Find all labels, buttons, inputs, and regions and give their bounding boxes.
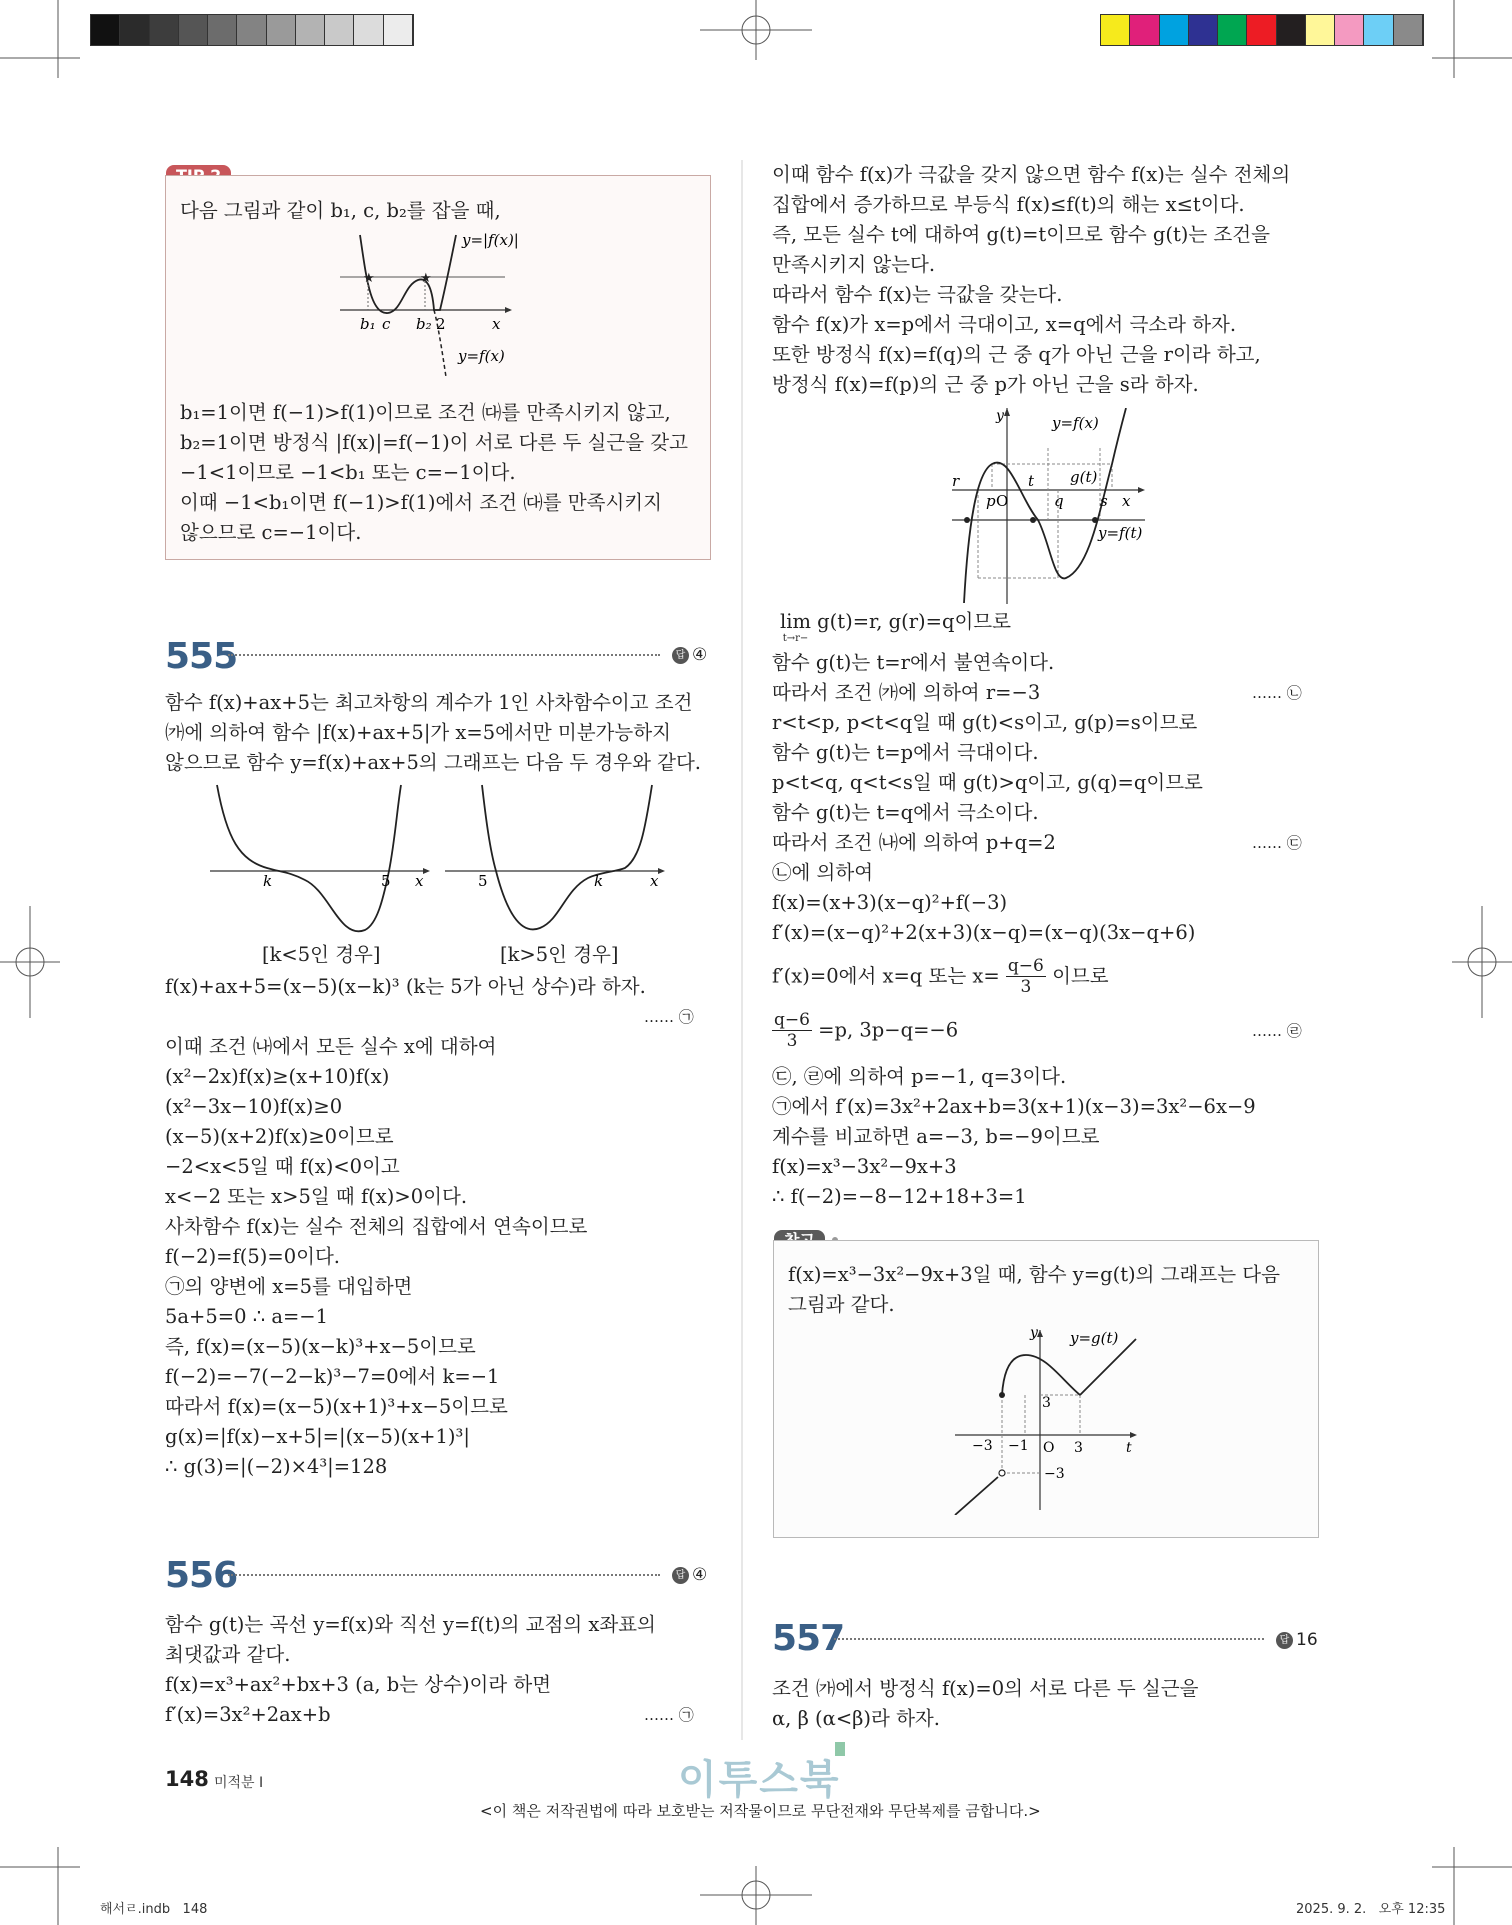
text-line: f(x)=x³−3x²−9x+3일 때, 함수 y=g(t)의 그래프는 다음	[788, 1263, 1280, 1286]
answer-556: 답 ④	[672, 1565, 707, 1585]
ng-t: t	[1126, 1440, 1132, 1456]
text-line: 이때 조건 ㈏에서 모든 실수 x에 대하여	[165, 1035, 497, 1058]
text-line: ∴ f(−2)=−8−12+18+3=1	[772, 1185, 1027, 1208]
tip-graph-label-x: x	[492, 315, 501, 333]
rg-r: r	[952, 472, 960, 490]
text-line: ㉢, ㉣에 의하여 p=−1, q=3이다.	[772, 1065, 1067, 1088]
text-line: 즉, 모든 실수 t에 대하여 g(t)=t이므로 함수 g(t)는 조건을	[772, 223, 1270, 246]
tip-line: b₁=1이면 f(−1)>f(1)이므로 조건 ㈐를 만족시키지 않고,	[180, 401, 671, 424]
svg-text:★: ★	[363, 271, 375, 286]
text-line: 만족시키지 않는다.	[772, 253, 936, 276]
frac-denominator: 3	[1020, 977, 1032, 997]
mark-rieul: …… ㉣	[1252, 1022, 1302, 1040]
graph2-x: x	[650, 872, 659, 890]
text-line: ㈎에 의하여 함수 |f(x)+ax+5|가 x=5에서만 미분가능하지	[165, 721, 671, 744]
text-line: ∴ g(3)=|(−2)×4³|=128	[165, 1455, 388, 1478]
text-line: ㉠에서 f′(x)=3x²+2ax+b=3(x+1)(x−3)=3x²−6x−9	[772, 1095, 1256, 1118]
tip-line: 이때 −1<b₁이면 f(−1)>f(1)에서 조건 ㈐를 만족시키지	[180, 491, 662, 514]
mark-giyeok: …… ㉠	[644, 1706, 694, 1724]
text-line: f(x)=x³−3x²−9x+3	[772, 1155, 957, 1178]
text-line: 함수 g(t)는 t=p에서 극대이다.	[772, 741, 1039, 764]
tip-line: −1<1이므로 −1<b₁ 또는 c=−1이다.	[180, 461, 516, 484]
text-line: ㉡에 의하여	[772, 861, 874, 884]
rg-ft: y=f(t)	[1098, 524, 1143, 542]
problem-rule	[228, 654, 660, 656]
text-line: 함수 f(x)가 x=p에서 극대이고, x=q에서 극소라 하자.	[772, 313, 1237, 336]
graph1-5: 5	[381, 872, 391, 890]
text-line: f′(x)=3x²+2ax+b	[165, 1703, 331, 1726]
svg-text:★: ★	[420, 271, 432, 286]
text-line: 따라서 함수 f(x)는 극값을 갖는다.	[772, 283, 1063, 306]
mark-digeut: …… ㉢	[1252, 834, 1302, 852]
rg-p: p	[986, 492, 996, 510]
text-line: (x−5)(x+2)f(x)≥0이므로	[165, 1125, 394, 1148]
copyright-notice: <이 책은 저작권법에 따라 보호받는 저작물이므로 무단전재와 무단복제를 금합니다.>	[480, 1802, 1041, 1820]
fprime-prefix: f′(x)=0에서 x=q 또는 x=	[772, 964, 1000, 988]
publisher-logo	[678, 1748, 841, 1805]
tip-line: b₂=1이면 방정식 |f(x)|=f(−1)이 서로 다른 두 실근을 갖고	[180, 431, 688, 454]
text-line: 함수 g(t)는 t=q에서 극소이다.	[772, 801, 1039, 824]
text-line: 따라서 조건 ㈏에 의하여 p+q=2	[772, 831, 1056, 854]
frac-denominator: 3	[786, 1031, 798, 1051]
rg-y: y	[996, 408, 1004, 424]
text-line: 함수 g(t)는 곡선 y=f(x)와 직선 y=f(t)의 교점의 x좌표의	[165, 1613, 656, 1636]
file-name: 해서ㄹ.indb 148	[100, 1902, 208, 1917]
text-line: x<−2 또는 x>5일 때 f(x)>0이다.	[165, 1185, 468, 1208]
problem-rule	[834, 1638, 1264, 1640]
ng-y: y	[1030, 1325, 1038, 1341]
fprime-suffix: 이므로	[1052, 964, 1109, 988]
ng-three-x: 3	[1074, 1440, 1083, 1456]
p555-eq: f(x)+ax+5=(x−5)(x−k)³ (k는 5가 아닌 상수)라 하자.	[165, 975, 646, 998]
text-line: −2<x<5일 때 f(x)<0이고	[165, 1155, 400, 1178]
answer-556-value: ④	[692, 1565, 708, 1585]
frac-numerator: q−6	[774, 1010, 810, 1030]
text-line: 5a+5=0 ∴ a=−1	[165, 1305, 329, 1328]
tip-line: 않으므로 c=−1이다.	[180, 521, 362, 544]
text-line: 사차함수 f(x)는 실수 전체의 집합에서 연속이므로	[165, 1215, 588, 1238]
p-eq-line	[772, 1010, 958, 1051]
rg-x: x	[1122, 492, 1131, 510]
page-number: 148	[165, 1767, 209, 1791]
text-line: f(x)=(x+3)(x−q)²+f(−3)	[772, 891, 1008, 914]
text-line: 계수를 비교하면 a=−3, b=−9이므로	[772, 1125, 1100, 1148]
rg-gt: g(t)	[1070, 468, 1098, 486]
text-line: f′(x)=(x−q)²+2(x+3)(x−q)=(x−q)(3x−q+6)	[772, 921, 1196, 944]
tip-graph	[330, 225, 540, 385]
mark-giyeok: …… ㉠	[644, 1008, 694, 1026]
ng-gt: y=g(t)	[1070, 1329, 1119, 1347]
tip-graph-label-c: c	[382, 315, 391, 333]
graph1-caption: [k<5인 경우]	[262, 943, 381, 966]
text-line: 함수 g(t)는 t=r에서 불연속이다.	[772, 651, 1055, 674]
text-line: g(x)=|f(x)−x+5|=|(x−5)(x+1)³|	[165, 1425, 470, 1448]
text-line: 이때 함수 f(x)가 극값을 갖지 않으면 함수 f(x)는 실수 전체의	[772, 163, 1291, 186]
tip-intro: 다음 그림과 같이 b₁, c, b₂를 잡을 때,	[180, 199, 501, 222]
text-line: 최댓값과 같다.	[165, 1643, 291, 1666]
text-line: f(−2)=−7(−2−k)³−7=0에서 k=−1	[165, 1365, 500, 1388]
graph1-k: k	[263, 872, 273, 890]
graph2-caption: [k>5인 경우]	[500, 943, 619, 966]
text-line: 방정식 f(x)=f(p)의 근 중 p가 아닌 근을 s라 하자.	[772, 373, 1199, 396]
text-line: ㉠의 양변에 x=5를 대입하면	[165, 1275, 413, 1298]
ng-neg3-y: −3	[1044, 1466, 1065, 1482]
graph1-x: x	[415, 872, 424, 890]
fprime-zero-line	[772, 956, 1109, 997]
rg-o: O	[996, 492, 1009, 510]
text-line: r<t<p, p<t<q일 때 g(t)<s이고, g(p)=s이므로	[772, 711, 1198, 734]
ng-neg1: −1	[1008, 1438, 1029, 1454]
graph2-k: k	[594, 872, 604, 890]
text-line: (x²−3x−10)f(x)≥0	[165, 1095, 343, 1118]
rg-fx: y=f(x)	[1052, 414, 1099, 432]
tip-graph-label-2: 2	[436, 315, 446, 333]
lim-rest: g(t)=r, g(r)=q이므로	[817, 610, 1011, 633]
text-line: 또한 방정식 f(x)=f(q)의 근 중 q가 아닌 근을 r이라 하고,	[772, 343, 1261, 366]
problem-number-556: 556	[165, 1555, 238, 1596]
text-line: 따라서 f(x)=(x−5)(x+1)³+x−5이므로	[165, 1395, 508, 1418]
lim-expression	[780, 610, 1011, 644]
text-line: 않으므로 함수 y=f(x)+ax+5의 그래프는 다음 두 경우와 같다.	[165, 751, 701, 774]
mark-nieun: …… ㉡	[1252, 684, 1302, 702]
print-timestamp: 2025. 9. 2. 오후 12:35	[1296, 1902, 1446, 1917]
logo-accent-icon	[835, 1742, 845, 1756]
note-graph-gt	[950, 1325, 1150, 1515]
text-line: f(−2)=f(5)=0이다.	[165, 1245, 340, 1268]
rg-q: q	[1054, 492, 1064, 510]
ng-neg3: −3	[972, 1438, 993, 1454]
text-line: 조건 ㈎에서 방정식 f(x)=0의 서로 다른 두 실근을	[772, 1677, 1199, 1700]
rg-s: s	[1100, 492, 1108, 510]
text-line: f(x)=x³+ax²+bx+3 (a, b는 상수)이라 하면	[165, 1673, 552, 1696]
answer-557-value: 16	[1296, 1630, 1318, 1650]
p555-graph-k-greater-5	[440, 780, 670, 940]
frac-numerator: q−6	[1007, 956, 1044, 976]
publisher-logo-text: 이투스북	[678, 1757, 841, 1803]
text-line: (x²−2x)f(x)≥(x+10)f(x)	[165, 1065, 390, 1088]
subject-name: 미적분 I	[214, 1775, 264, 1791]
answer-557: 답 16	[1276, 1630, 1318, 1650]
ng-three-y: 3	[1042, 1395, 1051, 1411]
text-line: 따라서 조건 ㈎에 의하여 r=−3	[772, 681, 1041, 704]
tip-graph-label-top: y=|f(x)|	[462, 231, 519, 249]
problem-number-555: 555	[165, 636, 238, 677]
tip-graph-label-b1: b₁	[360, 315, 376, 333]
problem-number-557: 557	[772, 1618, 845, 1659]
lim-word: lim	[780, 610, 811, 633]
graph2-5: 5	[478, 872, 488, 890]
text-line: 그림과 같다.	[788, 1293, 895, 1316]
problem-rule	[228, 1574, 660, 1576]
answer-555: 답 ④	[672, 645, 707, 665]
ng-o: O	[1043, 1440, 1055, 1456]
tip-graph-label-bottom: y=f(x)	[458, 347, 505, 365]
rg-t: t	[1028, 472, 1035, 490]
text-line: p<t<q, q<t<s일 때 g(t)>q이고, g(q)=q이므로	[772, 771, 1203, 794]
p555-graph-k-less-5	[205, 780, 435, 940]
lim-sub: t→r−	[782, 633, 809, 644]
answer-555-value: ④	[692, 645, 708, 665]
tip-graph-label-b2: b₂	[416, 315, 432, 333]
text-line: 즉, f(x)=(x−5)(x−k)³+x−5이므로	[165, 1335, 476, 1358]
text-line: 집합에서 증가하므로 부등식 f(x)≤f(t)의 해는 x≤t이다.	[772, 193, 1245, 216]
text-line: α, β (α<β)라 하자.	[772, 1707, 940, 1730]
right-graph-fx	[940, 408, 1170, 608]
text-line: 함수 f(x)+ax+5는 최고차항의 계수가 1인 사차함수이고 조건	[165, 691, 693, 714]
p-eq: =p, 3p−q=−6	[818, 1018, 959, 1042]
